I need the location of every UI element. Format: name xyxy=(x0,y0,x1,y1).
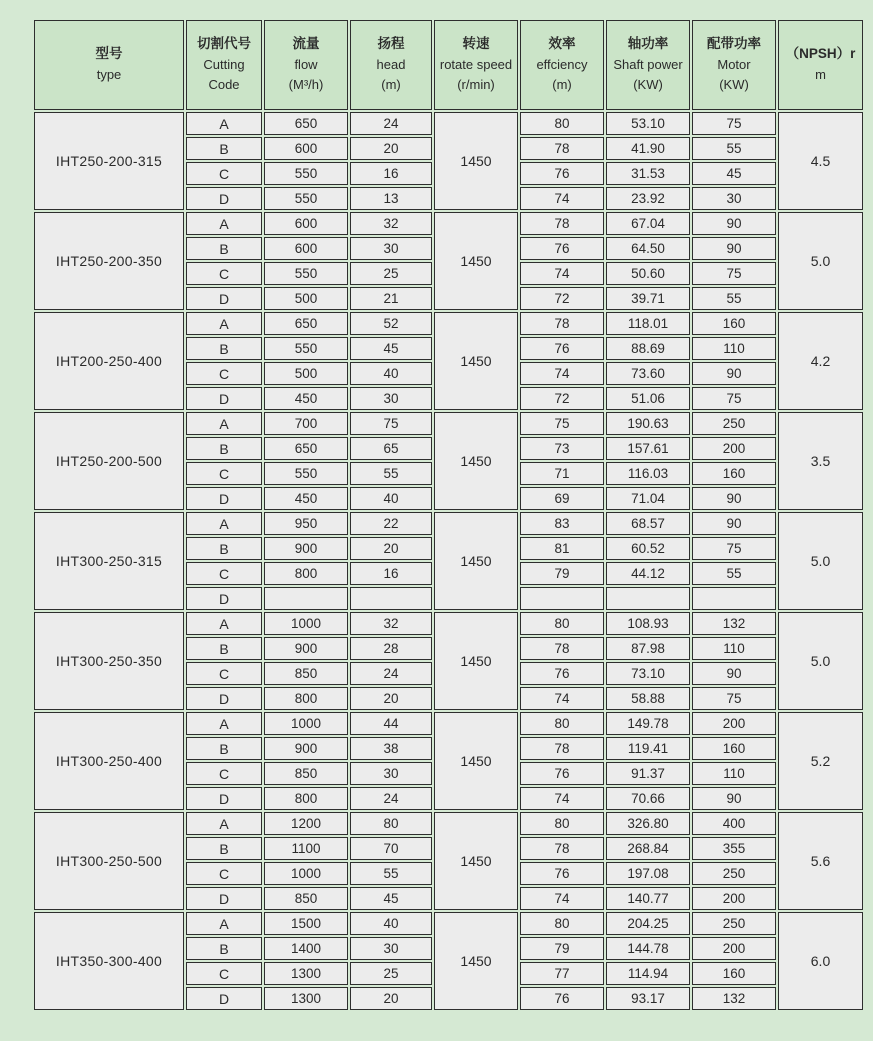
head-cell: 40 xyxy=(350,912,432,935)
header-line: (r/min) xyxy=(457,77,495,93)
efficiency-cell xyxy=(520,587,604,610)
header-line: 轴功率 xyxy=(627,36,669,52)
shaft-power-cell: 39.71 xyxy=(606,287,690,310)
motor-cell: 90 xyxy=(692,362,776,385)
cutting-code-cell: D xyxy=(186,987,262,1010)
model-group xyxy=(34,212,863,310)
head-cell: 24 xyxy=(350,662,432,685)
efficiency-cell: 74 xyxy=(520,187,604,210)
header-line: Code xyxy=(208,77,240,93)
head-cell: 22 xyxy=(350,512,432,535)
col-header-type xyxy=(34,20,184,110)
motor-cell: 75 xyxy=(692,687,776,710)
model-group xyxy=(34,312,863,410)
shaft-power-cell: 50.60 xyxy=(606,262,690,285)
cutting-code-cell: D xyxy=(186,587,262,610)
motor-cell: 132 xyxy=(692,987,776,1010)
efficiency-cell: 83 xyxy=(520,512,604,535)
table-header xyxy=(34,20,863,110)
header-line: (m) xyxy=(552,77,572,93)
header-line: (KW) xyxy=(633,77,663,93)
shaft-power-cell: 114.94 xyxy=(606,962,690,985)
motor-cell: 200 xyxy=(692,937,776,960)
header-line: (m) xyxy=(381,77,401,93)
header-line: head xyxy=(376,57,406,73)
flow-cell: 600 xyxy=(264,237,348,260)
motor-cell: 75 xyxy=(692,387,776,410)
table-row xyxy=(34,512,863,535)
shaft-power-cell: 53.10 xyxy=(606,112,690,135)
efficiency-cell: 78 xyxy=(520,837,604,860)
motor-cell: 132 xyxy=(692,612,776,635)
flow-cell: 550 xyxy=(264,262,348,285)
shaft-power-cell: 204.25 xyxy=(606,912,690,935)
head-cell: 24 xyxy=(350,112,432,135)
shaft-power-cell: 68.57 xyxy=(606,512,690,535)
model-group xyxy=(34,812,863,910)
shaft-power-cell: 93.17 xyxy=(606,987,690,1010)
cutting-code-cell: B xyxy=(186,737,262,760)
shaft-power-cell xyxy=(606,587,690,610)
model-group xyxy=(34,912,863,1010)
head-cell: 21 xyxy=(350,287,432,310)
efficiency-cell: 76 xyxy=(520,987,604,1010)
head-cell: 25 xyxy=(350,262,432,285)
speed-cell: 1450 xyxy=(434,212,518,310)
head-cell: 28 xyxy=(350,637,432,660)
speed-cell: 1450 xyxy=(434,712,518,810)
efficiency-cell: 76 xyxy=(520,237,604,260)
motor-cell: 75 xyxy=(692,112,776,135)
motor-cell: 250 xyxy=(692,912,776,935)
head-cell: 40 xyxy=(350,487,432,510)
shaft-power-cell: 23.92 xyxy=(606,187,690,210)
header-line: 流量 xyxy=(292,36,320,52)
model-cell: IHT250-200-500 xyxy=(34,412,184,510)
head-cell: 13 xyxy=(350,187,432,210)
head-cell: 30 xyxy=(350,387,432,410)
flow-cell: 1300 xyxy=(264,962,348,985)
npsh-cell: 5.0 xyxy=(778,512,863,610)
head-cell: 70 xyxy=(350,837,432,860)
efficiency-cell: 74 xyxy=(520,362,604,385)
model-cell: IHT250-200-350 xyxy=(34,212,184,310)
flow-cell: 800 xyxy=(264,787,348,810)
motor-cell: 400 xyxy=(692,812,776,835)
flow-cell: 550 xyxy=(264,187,348,210)
cutting-code-cell: B xyxy=(186,837,262,860)
cutting-code-cell: A xyxy=(186,612,262,635)
shaft-power-cell: 108.93 xyxy=(606,612,690,635)
shaft-power-cell: 44.12 xyxy=(606,562,690,585)
efficiency-cell: 75 xyxy=(520,412,604,435)
cutting-code-cell: C xyxy=(186,362,262,385)
header-line: 配带功率 xyxy=(707,36,761,52)
cutting-code-cell: B xyxy=(186,337,262,360)
cutting-code-cell: D xyxy=(186,787,262,810)
efficiency-cell: 74 xyxy=(520,262,604,285)
cutting-code-cell: A xyxy=(186,412,262,435)
head-cell: 20 xyxy=(350,537,432,560)
motor-cell: 30 xyxy=(692,187,776,210)
npsh-cell: 6.0 xyxy=(778,912,863,1010)
table-row xyxy=(34,212,863,235)
head-cell: 52 xyxy=(350,312,432,335)
flow-cell: 1100 xyxy=(264,837,348,860)
motor-cell: 200 xyxy=(692,887,776,910)
header-row xyxy=(34,20,863,110)
header-line: 型号 xyxy=(95,46,123,62)
model-group xyxy=(34,412,863,510)
flow-cell xyxy=(264,587,348,610)
cutting-code-cell: C xyxy=(186,562,262,585)
cutting-code-cell: B xyxy=(186,137,262,160)
col-header-motor xyxy=(692,20,776,110)
shaft-power-cell: 118.01 xyxy=(606,312,690,335)
efficiency-cell: 78 xyxy=(520,312,604,335)
efficiency-cell: 79 xyxy=(520,937,604,960)
col-header-rotate-speed xyxy=(434,20,518,110)
flow-cell: 450 xyxy=(264,387,348,410)
motor-cell: 90 xyxy=(692,487,776,510)
shaft-power-cell: 67.04 xyxy=(606,212,690,235)
efficiency-cell: 76 xyxy=(520,762,604,785)
cutting-code-cell: D xyxy=(186,687,262,710)
shaft-power-cell: 73.60 xyxy=(606,362,690,385)
cutting-code-cell: A xyxy=(186,212,262,235)
head-cell: 75 xyxy=(350,412,432,435)
header-line: flow xyxy=(294,57,318,73)
shaft-power-cell: 64.50 xyxy=(606,237,690,260)
motor-cell: 90 xyxy=(692,212,776,235)
model-group xyxy=(34,112,863,210)
col-header-efficiency xyxy=(520,20,604,110)
flow-cell: 600 xyxy=(264,212,348,235)
speed-cell: 1450 xyxy=(434,612,518,710)
npsh-cell: 5.6 xyxy=(778,812,863,910)
shaft-power-cell: 41.90 xyxy=(606,137,690,160)
flow-cell: 850 xyxy=(264,662,348,685)
flow-cell: 650 xyxy=(264,112,348,135)
head-cell: 55 xyxy=(350,862,432,885)
npsh-cell: 5.0 xyxy=(778,612,863,710)
header-line: Shaft power xyxy=(613,57,683,73)
efficiency-cell: 79 xyxy=(520,562,604,585)
cutting-code-cell: C xyxy=(186,662,262,685)
head-cell: 44 xyxy=(350,712,432,735)
shaft-power-cell: 73.10 xyxy=(606,662,690,685)
cutting-code-cell: A xyxy=(186,512,262,535)
header-line: 转速 xyxy=(462,36,490,52)
head-cell: 30 xyxy=(350,762,432,785)
flow-cell: 900 xyxy=(264,637,348,660)
motor-cell: 250 xyxy=(692,412,776,435)
table-row xyxy=(34,712,863,735)
motor-cell: 160 xyxy=(692,312,776,335)
efficiency-cell: 78 xyxy=(520,737,604,760)
cutting-code-cell: A xyxy=(186,912,262,935)
head-cell: 24 xyxy=(350,787,432,810)
efficiency-cell: 80 xyxy=(520,612,604,635)
cutting-code-cell: B xyxy=(186,937,262,960)
cutting-code-cell: C xyxy=(186,462,262,485)
motor-cell: 110 xyxy=(692,762,776,785)
table-row xyxy=(34,912,863,935)
head-cell: 55 xyxy=(350,462,432,485)
cutting-code-cell: A xyxy=(186,712,262,735)
shaft-power-cell: 268.84 xyxy=(606,837,690,860)
shaft-power-cell: 91.37 xyxy=(606,762,690,785)
shaft-power-cell: 140.77 xyxy=(606,887,690,910)
header-line: （NPSH）r xyxy=(785,46,856,62)
cutting-code-cell: C xyxy=(186,762,262,785)
header-line: 扬程 xyxy=(377,36,405,52)
header-line: (M³/h) xyxy=(288,77,324,93)
speed-cell: 1450 xyxy=(434,312,518,410)
head-cell: 30 xyxy=(350,937,432,960)
motor-cell: 45 xyxy=(692,162,776,185)
cutting-code-cell: B xyxy=(186,237,262,260)
shaft-power-cell: 149.78 xyxy=(606,712,690,735)
flow-cell: 550 xyxy=(264,337,348,360)
flow-cell: 500 xyxy=(264,287,348,310)
motor-cell: 160 xyxy=(692,962,776,985)
head-cell: 30 xyxy=(350,237,432,260)
motor-cell: 90 xyxy=(692,662,776,685)
efficiency-cell: 73 xyxy=(520,437,604,460)
efficiency-cell: 77 xyxy=(520,962,604,985)
efficiency-cell: 76 xyxy=(520,862,604,885)
motor-cell: 110 xyxy=(692,337,776,360)
motor-cell xyxy=(692,587,776,610)
efficiency-cell: 76 xyxy=(520,662,604,685)
model-cell: IHT300-250-400 xyxy=(34,712,184,810)
head-cell: 65 xyxy=(350,437,432,460)
flow-cell: 1000 xyxy=(264,862,348,885)
cutting-code-cell: C xyxy=(186,262,262,285)
cutting-code-cell: D xyxy=(186,487,262,510)
cutting-code-cell: A xyxy=(186,312,262,335)
efficiency-cell: 80 xyxy=(520,112,604,135)
motor-cell: 200 xyxy=(692,437,776,460)
efficiency-cell: 76 xyxy=(520,337,604,360)
shaft-power-cell: 326.80 xyxy=(606,812,690,835)
model-cell: IHT200-250-400 xyxy=(34,312,184,410)
model-cell: IHT300-250-350 xyxy=(34,612,184,710)
shaft-power-cell: 144.78 xyxy=(606,937,690,960)
speed-cell: 1450 xyxy=(434,812,518,910)
cutting-code-cell: B xyxy=(186,537,262,560)
efficiency-cell: 78 xyxy=(520,637,604,660)
flow-cell: 1400 xyxy=(264,937,348,960)
head-cell: 32 xyxy=(350,612,432,635)
shaft-power-cell: 58.88 xyxy=(606,687,690,710)
head-cell: 38 xyxy=(350,737,432,760)
speed-cell: 1450 xyxy=(434,412,518,510)
col-header-shaft-power xyxy=(606,20,690,110)
shaft-power-cell: 87.98 xyxy=(606,637,690,660)
flow-cell: 1000 xyxy=(264,612,348,635)
head-cell: 16 xyxy=(350,562,432,585)
col-header-flow xyxy=(264,20,348,110)
flow-cell: 500 xyxy=(264,362,348,385)
flow-cell: 600 xyxy=(264,137,348,160)
flow-cell: 900 xyxy=(264,537,348,560)
table-row xyxy=(34,412,863,435)
motor-cell: 200 xyxy=(692,712,776,735)
motor-cell: 355 xyxy=(692,837,776,860)
cutting-code-cell: B xyxy=(186,637,262,660)
col-header-npsh xyxy=(778,20,863,110)
shaft-power-cell: 157.61 xyxy=(606,437,690,460)
head-cell: 32 xyxy=(350,212,432,235)
efficiency-cell: 72 xyxy=(520,287,604,310)
shaft-power-cell: 190.63 xyxy=(606,412,690,435)
table-row xyxy=(34,312,863,335)
model-cell: IHT350-300-400 xyxy=(34,912,184,1010)
header-line: 切割代号 xyxy=(197,36,251,52)
cutting-code-cell: C xyxy=(186,962,262,985)
motor-cell: 75 xyxy=(692,262,776,285)
motor-cell: 160 xyxy=(692,462,776,485)
head-cell xyxy=(350,587,432,610)
header-line: type xyxy=(96,67,122,83)
table-row xyxy=(34,112,863,135)
shaft-power-cell: 70.66 xyxy=(606,787,690,810)
model-cell: IHT300-250-315 xyxy=(34,512,184,610)
efficiency-cell: 80 xyxy=(520,912,604,935)
shaft-power-cell: 51.06 xyxy=(606,387,690,410)
header-line: rotate speed xyxy=(439,57,513,73)
header-line: Cutting xyxy=(203,57,245,73)
header-line: Motor xyxy=(717,57,751,73)
flow-cell: 550 xyxy=(264,462,348,485)
motor-cell: 75 xyxy=(692,537,776,560)
flow-cell: 1000 xyxy=(264,712,348,735)
head-cell: 20 xyxy=(350,687,432,710)
cutting-code-cell: C xyxy=(186,162,262,185)
pump-spec-table xyxy=(32,18,865,1012)
col-header-cutting-code xyxy=(186,20,262,110)
efficiency-cell: 78 xyxy=(520,212,604,235)
npsh-cell: 5.2 xyxy=(778,712,863,810)
cutting-code-cell: C xyxy=(186,862,262,885)
cutting-code-cell: D xyxy=(186,187,262,210)
model-cell: IHT300-250-500 xyxy=(34,812,184,910)
flow-cell: 700 xyxy=(264,412,348,435)
shaft-power-cell: 88.69 xyxy=(606,337,690,360)
cutting-code-cell: D xyxy=(186,287,262,310)
flow-cell: 850 xyxy=(264,762,348,785)
flow-cell: 650 xyxy=(264,437,348,460)
cutting-code-cell: D xyxy=(186,887,262,910)
motor-cell: 250 xyxy=(692,862,776,885)
efficiency-cell: 80 xyxy=(520,712,604,735)
efficiency-cell: 72 xyxy=(520,387,604,410)
table-row xyxy=(34,812,863,835)
motor-cell: 110 xyxy=(692,637,776,660)
npsh-cell: 3.5 xyxy=(778,412,863,510)
motor-cell: 160 xyxy=(692,737,776,760)
shaft-power-cell: 60.52 xyxy=(606,537,690,560)
flow-cell: 950 xyxy=(264,512,348,535)
header-line: (KW) xyxy=(719,77,749,93)
efficiency-cell: 71 xyxy=(520,462,604,485)
flow-cell: 1500 xyxy=(264,912,348,935)
flow-cell: 800 xyxy=(264,562,348,585)
efficiency-cell: 80 xyxy=(520,812,604,835)
model-group xyxy=(34,512,863,610)
motor-cell: 55 xyxy=(692,137,776,160)
speed-cell: 1450 xyxy=(434,912,518,1010)
speed-cell: 1450 xyxy=(434,112,518,210)
npsh-cell: 4.2 xyxy=(778,312,863,410)
model-group xyxy=(34,612,863,710)
head-cell: 16 xyxy=(350,162,432,185)
flow-cell: 850 xyxy=(264,887,348,910)
head-cell: 40 xyxy=(350,362,432,385)
motor-cell: 90 xyxy=(692,237,776,260)
npsh-cell: 5.0 xyxy=(778,212,863,310)
efficiency-cell: 78 xyxy=(520,137,604,160)
efficiency-cell: 74 xyxy=(520,787,604,810)
model-cell: IHT250-200-315 xyxy=(34,112,184,210)
shaft-power-cell: 116.03 xyxy=(606,462,690,485)
motor-cell: 55 xyxy=(692,287,776,310)
flow-cell: 1200 xyxy=(264,812,348,835)
header-line: effciency xyxy=(536,57,588,73)
motor-cell: 90 xyxy=(692,512,776,535)
head-cell: 80 xyxy=(350,812,432,835)
table-row xyxy=(34,612,863,635)
shaft-power-cell: 31.53 xyxy=(606,162,690,185)
shaft-power-cell: 71.04 xyxy=(606,487,690,510)
head-cell: 45 xyxy=(350,337,432,360)
motor-cell: 55 xyxy=(692,562,776,585)
motor-cell: 90 xyxy=(692,787,776,810)
shaft-power-cell: 119.41 xyxy=(606,737,690,760)
flow-cell: 800 xyxy=(264,687,348,710)
flow-cell: 900 xyxy=(264,737,348,760)
cutting-code-cell: A xyxy=(186,112,262,135)
speed-cell: 1450 xyxy=(434,512,518,610)
head-cell: 20 xyxy=(350,987,432,1010)
flow-cell: 650 xyxy=(264,312,348,335)
efficiency-cell: 81 xyxy=(520,537,604,560)
header-line: 效率 xyxy=(548,36,576,52)
npsh-cell: 4.5 xyxy=(778,112,863,210)
cutting-code-cell: D xyxy=(186,387,262,410)
model-group xyxy=(34,712,863,810)
flow-cell: 550 xyxy=(264,162,348,185)
cutting-code-cell: B xyxy=(186,437,262,460)
col-header-head xyxy=(350,20,432,110)
flow-cell: 450 xyxy=(264,487,348,510)
efficiency-cell: 76 xyxy=(520,162,604,185)
header-line: m xyxy=(815,67,826,83)
shaft-power-cell: 197.08 xyxy=(606,862,690,885)
cutting-code-cell: A xyxy=(186,812,262,835)
efficiency-cell: 74 xyxy=(520,687,604,710)
flow-cell: 1300 xyxy=(264,987,348,1010)
head-cell: 45 xyxy=(350,887,432,910)
head-cell: 25 xyxy=(350,962,432,985)
head-cell: 20 xyxy=(350,137,432,160)
efficiency-cell: 69 xyxy=(520,487,604,510)
efficiency-cell: 74 xyxy=(520,887,604,910)
